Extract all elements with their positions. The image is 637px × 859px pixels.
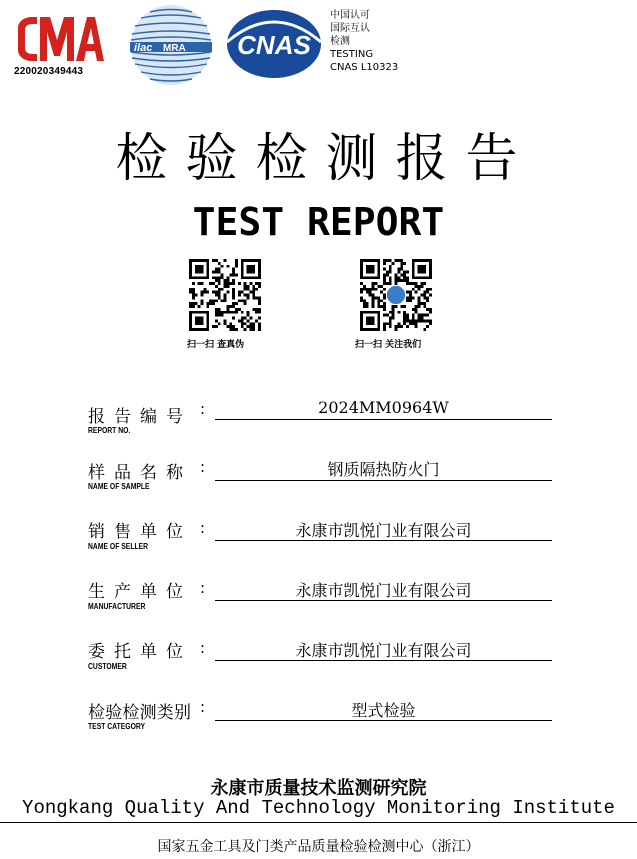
field-value-sample: 钢质隔热防火门: [327, 460, 440, 479]
field-sub-manufacturer: MANUFACTURER: [88, 602, 146, 611]
field-label-report-no: 报告编号: [88, 407, 192, 427]
field-colon: :: [200, 519, 206, 537]
field-value-seller: 永康市凯悦门业有限公司: [295, 521, 472, 540]
cnas-text-line: TESTING: [330, 49, 374, 60]
qr-code-verify[interactable]: [189, 259, 261, 331]
footer-divider: [0, 822, 637, 823]
field-colon: :: [200, 400, 206, 418]
cnas-text-line: 检测: [330, 36, 350, 47]
field-underline: [215, 660, 552, 661]
field-label-sample: 样品名称: [88, 463, 192, 483]
svg-text:MRA: MRA: [163, 43, 186, 54]
cnas-text-block: [330, 9, 398, 74]
field-underline: [215, 720, 552, 721]
field-underline: [215, 540, 552, 541]
field-underline: [215, 480, 552, 481]
qr-code-follow[interactable]: [360, 259, 432, 331]
field-colon: :: [200, 639, 206, 657]
svg-text:ilac: ilac: [134, 42, 153, 54]
field-colon: :: [200, 698, 206, 716]
field-sub-report-no: REPORT NO.: [88, 426, 131, 435]
cnas-text-line: 国际互认: [330, 23, 370, 34]
field-label-seller: 销售单位: [88, 522, 192, 542]
field-sub-category: TEST CATEGORY: [88, 722, 146, 731]
field-colon: :: [200, 579, 206, 597]
field-underline: [215, 600, 552, 601]
field-label-customer: 委托单位: [88, 642, 192, 662]
institute-name-en: Yongkang Quality And Technology Monitoring Institute: [22, 797, 615, 819]
ilac-mra-logo: [128, 4, 214, 86]
field-colon: :: [200, 458, 206, 476]
cnas-text-line: CNAS L10323: [330, 62, 399, 73]
cma-number: 220020349443: [14, 66, 84, 77]
field-value-report-no: 2024MM0964W: [318, 398, 449, 417]
title-cn: 检验检测报告: [115, 129, 536, 189]
testing-center-name: 国家五金工具及门类产品质量检验检测中心（浙江）: [157, 839, 480, 855]
qr-caption-follow: 扫一扫 关注我们: [355, 340, 422, 350]
qr-caption-verify: 扫一扫 查真伪: [187, 340, 245, 350]
field-sub-sample: NAME OF SAMPLE: [88, 482, 150, 491]
field-value-manufacturer: 永康市凯悦门业有限公司: [295, 581, 472, 600]
field-label-manufacturer: 生产单位: [88, 582, 192, 602]
cnas-logo: [225, 8, 323, 80]
field-value-category: 型式检验: [351, 701, 416, 720]
field-label-category: 检验检测类别: [88, 703, 192, 723]
title-en: TEST REPORT: [192, 200, 445, 244]
field-underline: [215, 419, 552, 420]
institute-name-cn: 永康市质量技术监测研究院: [210, 778, 427, 799]
field-sub-seller: NAME OF SELLER: [88, 542, 149, 551]
cnas-text-line: 中国认可: [330, 10, 370, 21]
svg-text:CNAS: CNAS: [237, 30, 311, 60]
field-value-customer: 永康市凯悦门业有限公司: [295, 641, 472, 660]
field-sub-customer: CUSTOMER: [88, 662, 127, 671]
